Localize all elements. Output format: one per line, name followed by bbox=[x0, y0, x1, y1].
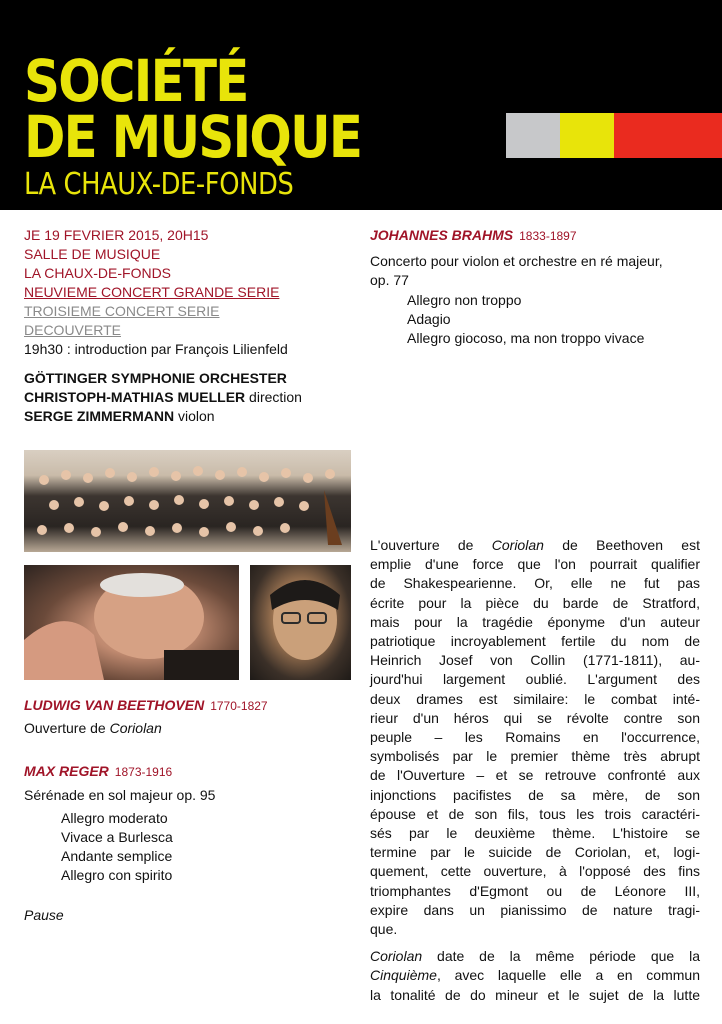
notes-line: sés par le deuxième thème. L'histoire se bbox=[370, 825, 700, 842]
notes-line: injonctions pacifistes de sa mère, de son bbox=[370, 786, 700, 803]
program-notes bbox=[370, 536, 700, 1005]
notes-line: de Shakespearienne. Or, elle ne fut pas bbox=[370, 575, 700, 592]
notes-line: la tonalité de do mineur et le sujet de la lutte bbox=[370, 986, 700, 1003]
orchestra-illustration bbox=[24, 450, 351, 552]
pause-label bbox=[24, 906, 354, 925]
series-link-grande[interactable]: NEUVIEME CONCERT GRANDE SERIE bbox=[24, 284, 280, 300]
notes-fragment: , avec laquelle elle a en commun bbox=[436, 967, 700, 984]
notes-line: quement, cette ouverture, à l'opposé des fins bbox=[370, 863, 700, 880]
notes-line: de l'Ouverture – et se retrouve confronté aux bbox=[370, 767, 700, 784]
work-concerto-line2: op. 77 bbox=[370, 272, 409, 288]
composer-years: 1770-1827 bbox=[210, 699, 268, 713]
notes-line: épouse et de son fils, tous les trois caractéri- bbox=[370, 805, 700, 822]
notes-title: Cinquième bbox=[370, 967, 437, 984]
composer-years: 1873-1916 bbox=[114, 765, 173, 779]
movement: Allegro moderato bbox=[61, 810, 168, 826]
series-link-decouverte-1[interactable]: TROISIEME CONCERT SERIE bbox=[24, 303, 220, 319]
composer-name: JOHANNES BRAHMS bbox=[370, 227, 514, 243]
soloist-name: SERGE ZIMMERMANN bbox=[24, 408, 175, 424]
composer-reger bbox=[24, 762, 354, 781]
program-right bbox=[370, 226, 700, 348]
notes-line: termine par le suicide de Coriolan, et, logi- bbox=[370, 844, 700, 861]
logo-title-line1: SOCIÉTÉ bbox=[24, 47, 248, 115]
notes-fragment: de Beethoven est bbox=[543, 537, 700, 553]
notes-fragment: date de la même période que la bbox=[422, 948, 700, 965]
header-banner bbox=[0, 0, 722, 210]
work-concerto-line1: Concerto pour violon et orchestre en ré majeur, bbox=[370, 253, 663, 269]
event-info bbox=[24, 226, 354, 426]
work-serenade: Sérénade en sol majeur op. 95 bbox=[24, 787, 216, 803]
movement: Vivace a Burlesca bbox=[61, 829, 173, 845]
series-link-decouverte-2[interactable]: DECOUVERTE bbox=[24, 322, 121, 338]
notes-line: que. bbox=[370, 921, 398, 938]
work-prefix: Ouverture de bbox=[24, 720, 110, 736]
event-city: LA CHAUX-DE-FONDS bbox=[24, 265, 172, 281]
notes-line bbox=[370, 536, 700, 555]
composer-brahms bbox=[370, 226, 700, 245]
performers bbox=[24, 369, 354, 426]
violinist-illustration bbox=[250, 565, 351, 680]
movement: Allegro con spirito bbox=[61, 867, 173, 883]
notes-line: expire dans un pianissimo de nature tragi- bbox=[370, 901, 700, 918]
notes-line: rieur d'un héros qui se révolte contre son bbox=[370, 709, 700, 726]
movement: Allegro non troppo bbox=[407, 292, 522, 308]
notes-line bbox=[370, 966, 700, 985]
composer-beethoven bbox=[24, 696, 354, 715]
paragraph-gap bbox=[370, 939, 700, 947]
movement: Adagio bbox=[407, 311, 451, 327]
brahms-movements bbox=[370, 291, 700, 348]
movement: Allegro giocoso, ma non troppo vivace bbox=[407, 330, 645, 346]
composer-years: 1833-1897 bbox=[519, 229, 577, 243]
notes-fragment: L'ouverture de bbox=[370, 537, 492, 553]
program-left bbox=[24, 696, 354, 925]
violinist-photo bbox=[250, 565, 351, 680]
conductor-photo bbox=[24, 565, 239, 680]
work-coriolan bbox=[24, 719, 354, 738]
conductor-illustration bbox=[24, 565, 239, 680]
pause-text: Pause bbox=[24, 907, 64, 923]
notes-line: écrite pour la pièce du barde de Stratford, bbox=[370, 594, 700, 611]
logo-title-line2: DE MUSIQUE bbox=[24, 103, 362, 171]
event-date: JE 19 FEVRIER 2015, 20H15 bbox=[24, 227, 209, 243]
work-title: Coriolan bbox=[109, 720, 162, 736]
grey-stripe bbox=[506, 113, 560, 158]
notes-line: patriotique incroyablement fertile du nom de bbox=[370, 633, 700, 650]
red-stripe bbox=[614, 113, 722, 158]
reger-movements bbox=[24, 809, 354, 885]
notes-line: Heinrich Josef von Collin (1771-1811), au- bbox=[370, 652, 700, 669]
conductor-role: direction bbox=[245, 389, 302, 405]
orchestra-name: GÖTTINGER SYMPHONIE ORCHESTER bbox=[24, 370, 287, 386]
notes-line: triomphantes d'Egmont ou de Léonore III, bbox=[370, 882, 700, 899]
notes-title: Coriolan bbox=[491, 537, 544, 553]
logo-subtitle: LA CHAUX-DE-FONDS bbox=[24, 167, 294, 202]
notes-line: peuple – les Romains en l'occurrence, bbox=[370, 729, 700, 746]
notes-line: jourd'hui largement oublié. L'argument des bbox=[370, 671, 700, 688]
yellow-stripe bbox=[560, 113, 614, 158]
notes-line bbox=[370, 947, 700, 966]
event-venue: SALLE DE MUSIQUE bbox=[24, 246, 161, 262]
soloist-role: violon bbox=[174, 408, 215, 424]
conductor-name: CHRISTOPH-MATHIAS MUELLER bbox=[24, 389, 246, 405]
notes-line: symbolisés par le premier thème très abrupt bbox=[370, 748, 700, 765]
composer-name: MAX REGER bbox=[24, 763, 109, 779]
notes-line: emplie d'une force que l'on pourrait qualifier bbox=[370, 556, 700, 573]
notes-line: deux drames est similaire: le combat inté- bbox=[370, 690, 700, 707]
orchestra-photo bbox=[24, 450, 351, 552]
notes-line: mais pour la tragédie éponyme d'un auteur bbox=[370, 613, 700, 630]
notes-title: Coriolan bbox=[370, 948, 423, 965]
event-intro: 19h30 : introduction par François Lilienfeld bbox=[24, 341, 288, 357]
composer-name: LUDWIG VAN BEETHOVEN bbox=[24, 697, 205, 713]
movement: Andante semplice bbox=[61, 848, 173, 864]
